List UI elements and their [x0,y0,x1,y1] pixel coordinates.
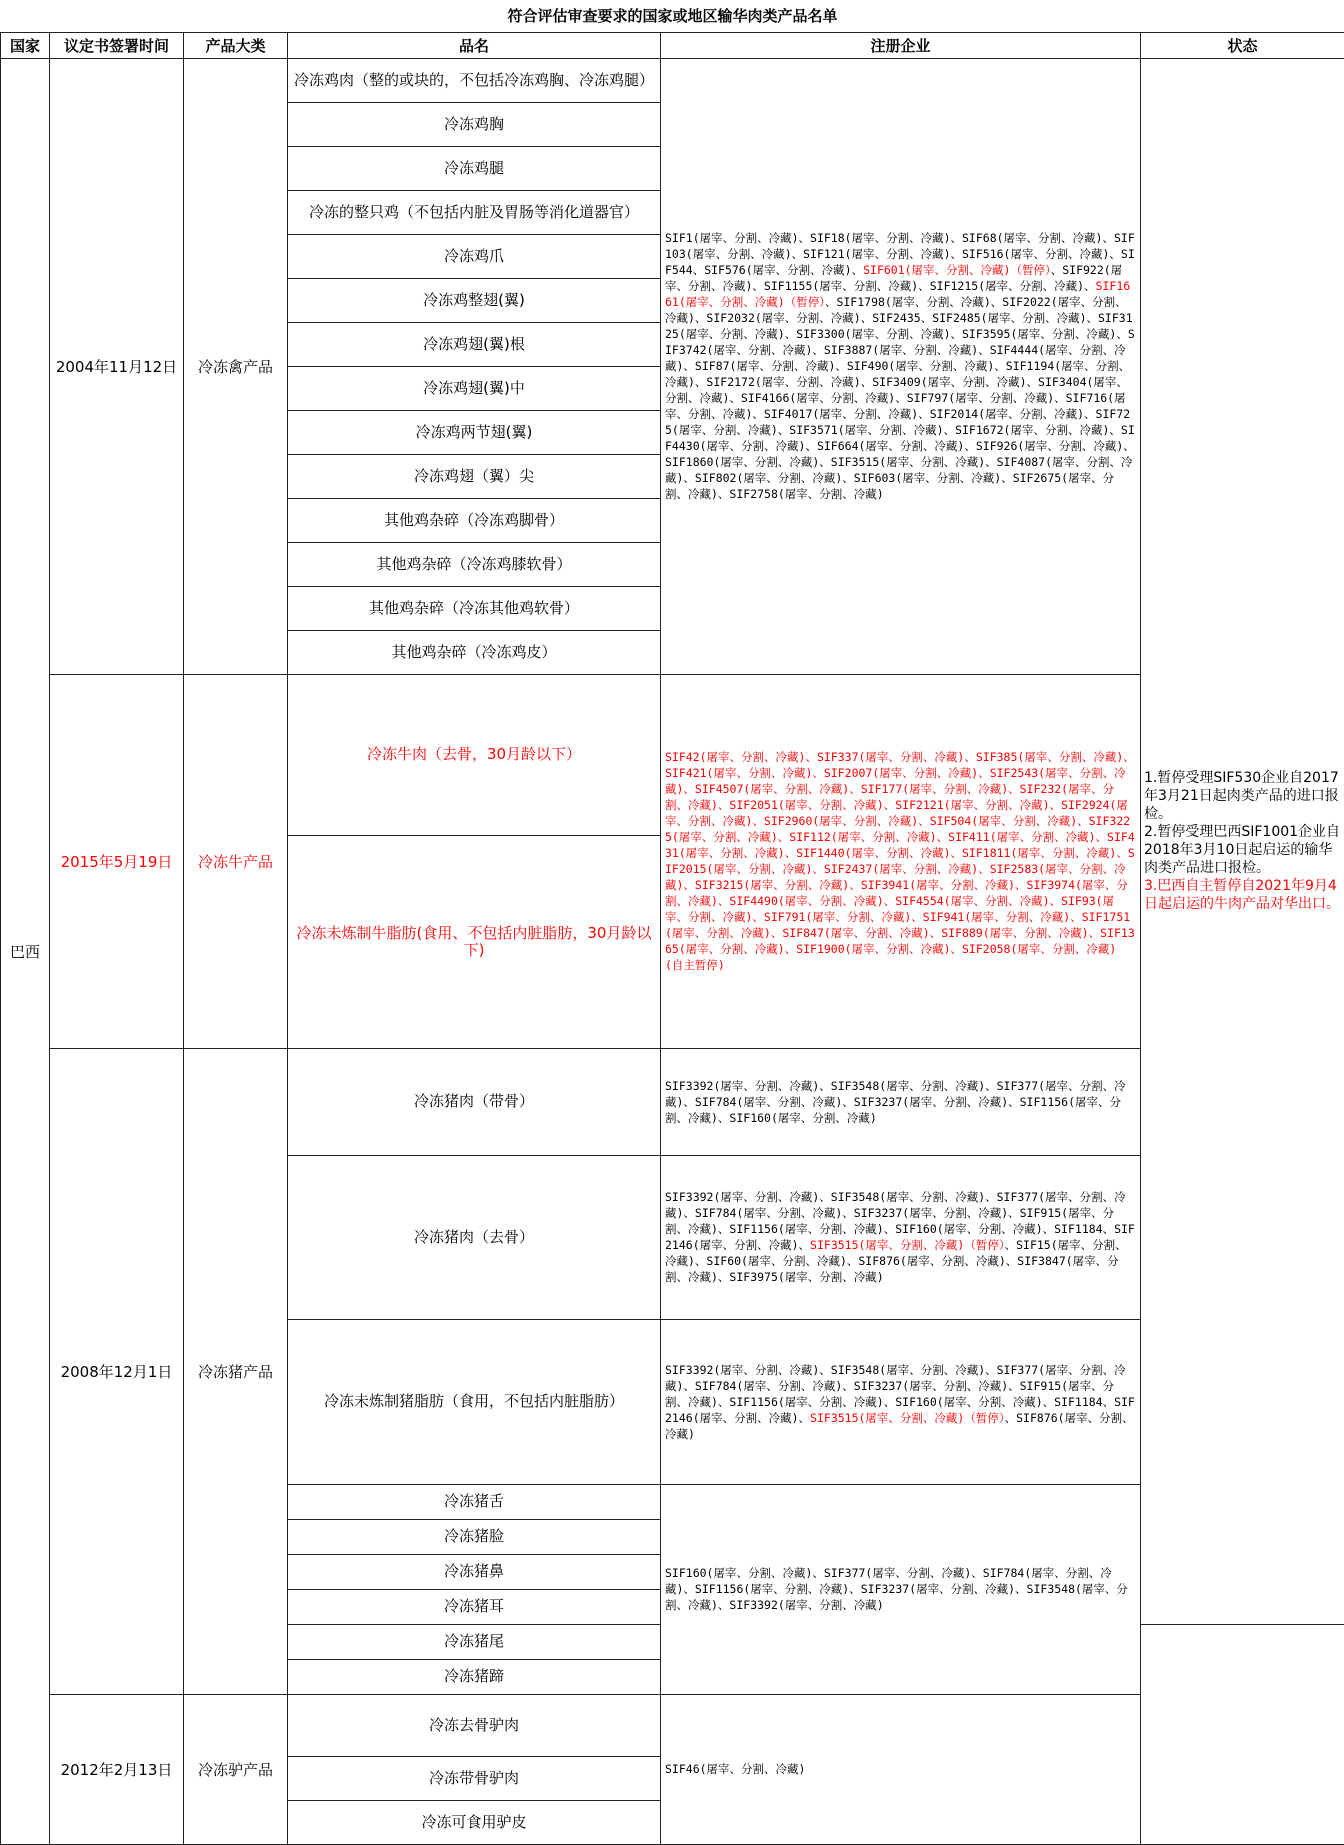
enterprise-text: SIF1(屠宰、分割、冷藏)、SIF18(屠宰、分割、冷藏)、SIF68(屠宰、分割、冷藏)、SIF103(屠宰、分割、冷藏)、SIF121(屠宰、分割、冷藏)、SIF516(屠宰、分割、冷藏)、SIF544、SIF576(屠宰、分割、冷藏)、 [665,231,1135,277]
product-cell: 冷冻猪鼻 [288,1554,661,1589]
product-cell: 冷冻的整只鸡（不包括内脏及胃肠等消化道器官） [288,190,661,234]
header-enterprise: 注册企业 [661,32,1141,58]
product-cell: 其他鸡杂碎（冷冻鸡皮） [288,630,661,674]
product-cell: 冷冻鸡翅（翼）尖 [288,454,661,498]
product-cell: 冷冻鸡翅(翼)中 [288,366,661,410]
product-cell: 冷冻鸡翅(翼)根 [288,322,661,366]
enterprise-suspended: SIF3515(屠宰、分割、冷藏)（暂停） [810,1411,1005,1425]
product-cell: 冷冻去骨驴肉 [288,1694,661,1756]
date-pork: 2008年12月1日 [50,1048,184,1694]
product-cell: 冷冻牛肉（去骨，30月龄以下） [288,674,661,835]
status-note-1: 1.暂停受理SIF530企业自2017年3月21日起肉类产品的进口报检。 [1144,769,1341,823]
enterprise-poultry [661,58,1141,674]
status-notes [1141,58,1344,1624]
header-status: 状态 [1141,32,1344,58]
category-poultry: 冷冻禽产品 [184,58,288,674]
enterprise-donkey [661,1694,1141,1844]
enterprise-pork-offal [661,1484,1141,1694]
product-cell: 冷冻鸡两节翅(翼) [288,410,661,454]
enterprise-note: (自主暂停) [665,958,725,972]
product-cell: 冷冻带骨驴肉 [288,1756,661,1800]
page-title: 符合评估审查要求的国家或地区输华肉类产品名单 [1,0,1344,32]
enterprise-pork-fat [661,1319,1141,1484]
product-cell: 冷冻猪脸 [288,1519,661,1554]
enterprise-text: SIF160(屠宰、分割、冷藏)、SIF377(屠宰、分割、冷藏)、SIF784(屠宰、分割、冷藏)、SIF1156(屠宰、分割、冷藏)、SIF3237(屠宰、分割、冷藏)、SIF3548(屠宰、分割、冷藏)、SIF3392(屠宰、分割、冷藏) [665,1566,1128,1612]
product-cell: 冷冻鸡爪 [288,234,661,278]
header-country: 国家 [1,32,50,58]
enterprise-suspended: SIF3515(屠宰、分割、冷藏)（暂停） [810,1238,1005,1252]
product-cell: 冷冻猪尾 [288,1624,661,1659]
product-cell: 冷冻猪耳 [288,1589,661,1624]
enterprise-text: SIF42(屠宰、分割、冷藏)、SIF337(屠宰、分割、冷藏)、SIF385(屠宰、分割、冷藏)、SIF421(屠宰、分割、冷藏)、SIF2007(屠宰、分割、冷藏)、SIF2543(屠宰、分割、冷藏)、SIF4507(屠宰、分割、冷藏)、SIF177(屠宰、分割、冷藏)、SIF232(屠宰、分割、冷藏)、SIF2051(屠宰、分割、冷藏)、SIF2121(屠宰、分割、冷藏)、SIF2924(屠宰、分割、冷藏)、SIF2960(屠宰、分割、冷藏)、SIF504(屠宰、分割、冷藏)、SIF3225(屠宰、分割、冷藏)、SIF112(屠宰、分割、冷藏)、SIF411(屠宰、分割、冷藏)、SIF431(屠宰、分割、冷藏)、SIF1440(屠宰、分割、冷藏)、SIF1811(屠宰、分割、冷藏)、SIF2015(屠宰、分割、冷藏)、SIF2437(屠宰、分割、冷藏)、SIF2583(屠宰、分割、冷藏)、SIF3215(屠宰、分割、冷藏)、SIF3941(屠宰、分割、冷藏)、SIF3974(屠宰、分割、冷藏)、SIF4490(屠宰、分割、冷藏)、SIF4554(屠宰、分割、冷藏)、SIF93(屠宰、分割、冷藏)、SIF791(屠宰、分割、冷藏)、SIF941(屠宰、分割、冷藏)、SIF1751(屠宰、分割、冷藏)、SIF847(屠宰、分割、冷藏)、SIF889(屠宰、分割、冷藏)、SIF1365(屠宰、分割、冷藏)、SIF1900(屠宰、分割、冷藏)、SIF2058(屠宰、分割、冷藏) [665,750,1135,956]
product-cell: 冷冻鸡整翅(翼) [288,278,661,322]
status-note-2: 2.暂停受理巴西SIF1001企业自2018年3月10日起启运的输华肉类产品进口报检。 [1144,823,1341,877]
enterprise-suspended: SIF601(屠宰、分割、冷藏)（暂停） [863,263,1051,277]
date-poultry: 2004年11月12日 [50,58,184,674]
header-date: 议定书签署时间 [50,32,184,58]
product-cell: 冷冻鸡胸 [288,102,661,146]
country-cell: 巴西 [1,58,50,1844]
category-beef: 冷冻牛产品 [184,674,288,1048]
product-cell: 其他鸡杂碎（冷冻鸡脚骨） [288,498,661,542]
date-beef: 2015年5月19日 [50,674,184,1048]
product-cell: 冷冻猪肉（去骨） [288,1155,661,1319]
enterprise-text: 、SIF1798(屠宰、分割、冷藏)、SIF2022(屠宰、分割、冷藏)、SIF2032(屠宰、分割、冷藏)、SIF2435、SIF2485(屠宰、分割、冷藏)、SIF3125(屠宰、分割、冷藏)、SIF3300(屠宰、分割、冷藏)、SIF3595(屠宰、分割、冷藏)、SIF3742(屠宰、分割、冷藏)、SIF3887(屠宰、分割、冷藏)、SIF4444(屠宰、分割、冷藏)、SIF87(屠宰、分割、冷藏)、SIF490(屠宰、分割、冷藏)、SIF1194(屠宰、分割、冷藏)、SIF2172(屠宰、分割、冷藏)、SIF3409(屠宰、分割、冷藏)、SIF3404(屠宰、分割、冷藏)、SIF4166(屠宰、分割、冷藏)、SIF797(屠宰、分割、冷藏)、SIF716(屠宰、分割、冷藏)、SIF4017(屠宰、分割、冷藏)、SIF2014(屠宰、分割、冷藏)、SIF725(屠宰、分割、冷藏)、SIF3571(屠宰、分割、冷藏)、SIF1672(屠宰、分割、冷藏)、SIF4430(屠宰、分割、冷藏)、SIF664(屠宰、分割、冷藏)、SIF926(屠宰、分割、冷藏)、SIF1860(屠宰、分割、冷藏)、SIF3515(屠宰、分割、冷藏)、SIF4087(屠宰、分割、冷藏)、SIF802(屠宰、分割、冷藏)、SIF603(屠宰、分割、冷藏)、SIF2675(屠宰、分割、冷藏)、SIF2758(屠宰、分割、冷藏) [665,295,1135,501]
product-cell: 其他鸡杂碎（冷冻其他鸡软骨） [288,586,661,630]
status-empty [1141,1624,1344,1844]
category-pork: 冷冻猪产品 [184,1048,288,1694]
category-donkey: 冷冻驴产品 [184,1694,288,1844]
enterprise-text: SIF3392(屠宰、分割、冷藏)、SIF3548(屠宰、分割、冷藏)、SIF377(屠宰、分割、冷藏)、SIF784(屠宰、分割、冷藏)、SIF3237(屠宰、分割、冷藏)、SIF915(屠宰、分割、冷藏)、SIF1156(屠宰、分割、冷藏)、SIF160(屠宰、分割、冷藏)、SIF1184、SIF2146(屠宰、分割、冷藏)、 [665,1190,1135,1252]
product-cell: 冷冻猪肉（带骨） [288,1048,661,1155]
enterprise-pork-boneless [661,1155,1141,1319]
enterprise-text: SIF46(屠宰、分割、冷藏) [665,1762,805,1776]
status-note-3: 3.巴西自主暂停自2021年9月4日起启运的牛肉产品对华出口。 [1144,877,1341,913]
enterprise-text: SIF3392(屠宰、分割、冷藏)、SIF3548(屠宰、分割、冷藏)、SIF377(屠宰、分割、冷藏)、SIF784(屠宰、分割、冷藏)、SIF3237(屠宰、分割、冷藏)、SIF1156(屠宰、分割、冷藏)、SIF160(屠宰、分割、冷藏) [665,1079,1126,1125]
enterprise-beef [661,674,1141,1048]
enterprise-text: 、SIF15(屠宰、分割、冷藏)、SIF60(屠宰、分割、冷藏)、SIF876(屠宰、分割、冷藏)、SIF3847(屠宰、分割、冷藏)、SIF3975(屠宰、分割、冷藏) [665,1238,1127,1284]
enterprise-pork-bone-in [661,1048,1141,1155]
enterprise-suspended: SIF1661(屠宰、分割、冷藏)（暂停） [665,279,1130,309]
enterprise-text: 、SIF876(屠宰、分割、冷藏) [665,1411,1134,1441]
date-donkey: 2012年2月13日 [50,1694,184,1844]
product-cell: 其他鸡杂碎（冷冻鸡膝软骨） [288,542,661,586]
enterprise-text: SIF3392(屠宰、分割、冷藏)、SIF3548(屠宰、分割、冷藏)、SIF377(屠宰、分割、冷藏)、SIF784(屠宰、分割、冷藏)、SIF3237(屠宰、分割、冷藏)、SIF915(屠宰、分割、冷藏)、SIF1156(屠宰、分割、冷藏)、SIF160(屠宰、分割、冷藏)、SIF1184、SIF2146(屠宰、分割、冷藏)、 [665,1363,1135,1425]
enterprise-text: 、SIF922(屠宰、分割、冷藏)、SIF1155(屠宰、分割、冷藏)、SIF1215(屠宰、分割、冷藏)、 [665,263,1122,293]
product-cell: 冷冻鸡肉（整的或块的，不包括冷冻鸡胸、冷冻鸡腿） [288,58,661,102]
product-cell: 冷冻鸡腿 [288,146,661,190]
header-category: 产品大类 [184,32,288,58]
product-cell: 冷冻未炼制猪脂肪（食用，不包括内脏脂肪） [288,1319,661,1484]
product-cell: 冷冻未炼制牛脂肪(食用、不包括内脏脂肪，30月龄以下) [288,835,661,1048]
product-cell: 冷冻猪舌 [288,1484,661,1519]
header-product: 品名 [288,32,661,58]
product-cell: 冷冻可食用驴皮 [288,1800,661,1844]
product-cell: 冷冻猪蹄 [288,1659,661,1694]
